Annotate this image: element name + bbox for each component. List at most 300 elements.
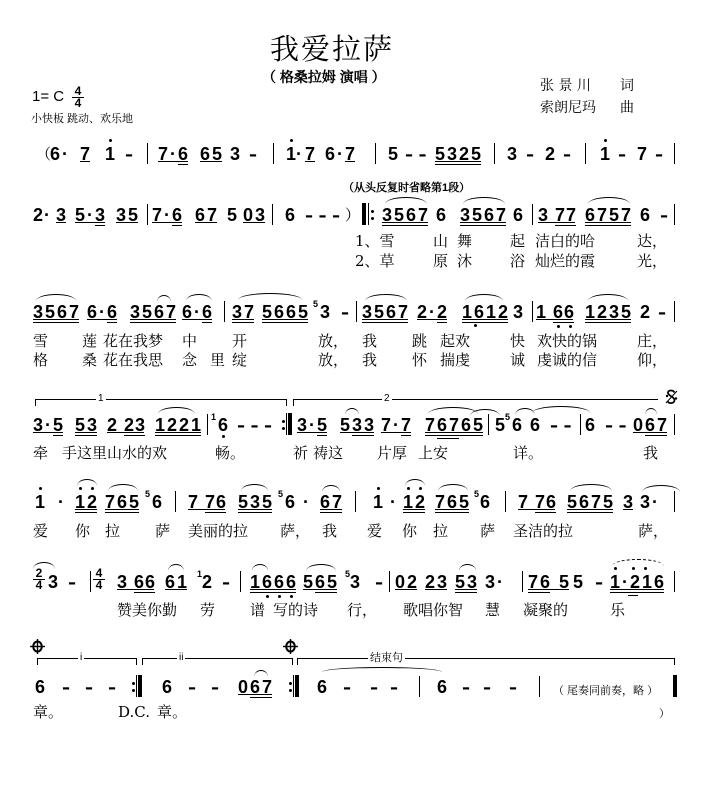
- slur: [168, 564, 184, 571]
- coda-icon: [30, 639, 45, 654]
- slur: [588, 294, 628, 301]
- augmentation-dot: ·: [303, 492, 311, 512]
- note: 3·: [640, 492, 661, 512]
- slur: [365, 294, 407, 301]
- lyric: 莲: [82, 332, 98, 350]
- lyric: 美丽的拉: [188, 522, 249, 540]
- note-group: 3 77: [538, 205, 578, 225]
- barline: [532, 301, 533, 322]
- lyric: 片厚: [377, 444, 408, 462]
- note-group: 53: [75, 415, 100, 435]
- note-group: 3567: [33, 302, 82, 322]
- lyric: 详。: [513, 444, 544, 462]
- dash: -: [343, 677, 357, 697]
- slur: [77, 479, 97, 486]
- note-group: 67: [195, 205, 220, 225]
- thin-barline: [136, 675, 137, 697]
- grace-note: 1: [211, 412, 217, 422]
- key-signature: 1= C: [32, 88, 65, 105]
- outro-note: （ 尾奏同前奏，略 ）: [553, 685, 659, 697]
- close-paren: ）: [659, 707, 670, 720]
- note: 5: [388, 144, 401, 164]
- note-group: 6·6: [182, 302, 215, 322]
- note-group: 7·7: [381, 415, 414, 435]
- lyric: 2、草: [355, 252, 395, 270]
- note-group: 67: [320, 492, 345, 512]
- note-group: 5325: [435, 144, 484, 164]
- tempo-marking: 小快板 跳动、欢乐地: [31, 113, 134, 125]
- dash: -: [211, 677, 225, 697]
- octave-dot-high: [632, 567, 635, 570]
- dash: ---: [305, 205, 346, 225]
- note-group: 1666: [250, 572, 299, 592]
- dash: -: [462, 677, 476, 697]
- note-group: 7 76: [518, 492, 558, 512]
- lyric: 仰，: [637, 351, 668, 369]
- barline: [419, 676, 420, 697]
- final-barline: [673, 675, 677, 697]
- augmentation-dot: ·: [390, 492, 398, 512]
- repeat-annotation: （从头反复时省略第1段）: [343, 182, 471, 194]
- repeat-dot: [371, 217, 374, 220]
- lyric: 灿烂的霞: [535, 252, 596, 270]
- volta-label: ii: [179, 652, 184, 663]
- duration-line: [437, 322, 447, 323]
- note-group: 5675: [567, 492, 616, 512]
- slur: [157, 295, 171, 302]
- note-group: 533: [340, 415, 377, 435]
- note-group: 7·6: [152, 205, 185, 225]
- note: 6: [437, 677, 450, 697]
- octave-dot-high: [644, 567, 647, 570]
- lyric: 萨: [155, 522, 171, 540]
- barline: [375, 143, 376, 164]
- octave-dot-low: [474, 324, 477, 327]
- note: 6: [152, 492, 165, 512]
- note-group: 53: [455, 572, 480, 592]
- note: 3: [350, 572, 363, 592]
- grace-note: 5: [313, 299, 319, 309]
- lyric: 赞美你勤: [117, 601, 178, 619]
- note-group: 1 66: [536, 302, 576, 322]
- note: 6: [35, 677, 48, 697]
- tie: [33, 562, 55, 569]
- octave-dot-high: [407, 487, 410, 490]
- barline: [674, 301, 675, 322]
- lyric: 凝聚的: [523, 601, 569, 619]
- lyric: 萨，: [638, 522, 669, 540]
- note-group: 7 76: [188, 492, 228, 512]
- note: 3: [320, 302, 333, 322]
- note: 6: [512, 415, 525, 435]
- lyric: 谱: [250, 601, 266, 619]
- note-group: 02: [395, 572, 420, 592]
- lyric: 里: [210, 351, 226, 369]
- duration-line: [53, 435, 63, 436]
- lyric: 庄，: [637, 332, 668, 350]
- duration-line: [202, 322, 212, 323]
- barline: [505, 491, 506, 512]
- duration-line: [124, 435, 145, 436]
- lyric: 怀: [412, 351, 428, 369]
- note: 3: [513, 302, 526, 322]
- lyric: 爱: [33, 522, 49, 540]
- thick-barline: [295, 675, 299, 697]
- lyric: 拉: [105, 522, 121, 540]
- note: 6: [436, 205, 449, 225]
- lyric: 欢快的锅: [537, 332, 598, 350]
- note: 5: [495, 415, 508, 435]
- note-group: 6757: [585, 205, 634, 225]
- note: 3: [48, 572, 61, 592]
- note-group: 067: [633, 415, 670, 435]
- note-group: 5·3: [75, 205, 108, 225]
- duration-line: [107, 322, 117, 323]
- octave-dot-low: [557, 325, 560, 328]
- note: 2: [640, 302, 653, 322]
- note-group: 65: [200, 144, 225, 164]
- lyric: 原: [433, 252, 449, 270]
- note: 2: [202, 572, 215, 592]
- lyric: 雪: [33, 332, 49, 350]
- time-signature-denominator: 4: [74, 96, 82, 110]
- duration-line: [437, 438, 459, 439]
- song-title: 我爱拉萨: [270, 34, 395, 66]
- note: 6: [640, 205, 653, 225]
- lyric: 祷这: [313, 444, 344, 462]
- dash: -: [341, 302, 355, 322]
- note-group: 765: [105, 492, 142, 512]
- thick-barline: [362, 203, 366, 225]
- lyric: 诚: [510, 351, 526, 369]
- dash: -: [563, 144, 577, 164]
- time-signature-denominator: 4: [35, 578, 43, 592]
- dash: -: [188, 677, 202, 697]
- note-group: 2·2: [417, 302, 450, 322]
- lyric: 浴: [510, 252, 526, 270]
- lyric: 拉: [433, 522, 449, 540]
- repeat-dot: [282, 427, 285, 430]
- lyric: 揣虔: [440, 351, 471, 369]
- octave-dot-low: [278, 595, 281, 598]
- barline: [356, 301, 357, 322]
- ending-phrase-bracket: [297, 652, 675, 665]
- octave-dot-low: [290, 595, 293, 598]
- volta-bracket-i: [37, 652, 137, 665]
- note-high: 1: [35, 492, 48, 512]
- slur: [254, 670, 268, 677]
- barline: [355, 491, 356, 512]
- note: 3·: [485, 572, 506, 592]
- barline: [389, 571, 390, 592]
- duration-line: [553, 322, 574, 323]
- dash: -: [595, 572, 609, 592]
- dash: -: [125, 144, 139, 164]
- note-group: 61: [165, 572, 190, 592]
- lyric: 祈: [293, 444, 309, 462]
- dash: --: [550, 415, 577, 435]
- dash: -: [375, 572, 389, 592]
- slur: [459, 564, 476, 571]
- octave-dot-low: [569, 325, 572, 328]
- note-group: 5665: [262, 302, 311, 322]
- volta-bracket-ii: [142, 652, 293, 665]
- thin-barline: [293, 675, 294, 697]
- barline: [674, 204, 675, 225]
- grace-note: 5: [345, 569, 351, 579]
- octave-dot-low: [222, 435, 225, 438]
- note-high: 1: [286, 144, 299, 164]
- time-signature-numerator: 2: [33, 568, 45, 580]
- slur: [570, 484, 612, 491]
- slur: [306, 564, 336, 571]
- note: 7: [80, 144, 93, 164]
- composer-name: 索朗尼玛: [540, 100, 596, 116]
- lyric: 劳: [200, 601, 216, 619]
- lyric: 虔诚的信: [537, 351, 598, 369]
- slur: [345, 408, 359, 415]
- lyric: 沐: [457, 252, 473, 270]
- dash: -: [108, 677, 122, 697]
- open-paren: （: [36, 146, 54, 163]
- barline: [240, 571, 241, 592]
- duration-line: [352, 435, 374, 436]
- slur: [463, 197, 505, 204]
- lyric: 舞: [457, 232, 473, 250]
- note: 3: [623, 492, 636, 512]
- time-signature-numerator: 4: [93, 568, 105, 580]
- lyric: 乐: [610, 601, 626, 619]
- slur: [385, 197, 427, 204]
- dash: -: [655, 144, 669, 164]
- augmentation-dot: ·: [44, 205, 52, 225]
- lyricist-role: 词: [620, 78, 634, 94]
- dash: -: [618, 144, 632, 164]
- duration-line: [528, 592, 550, 593]
- dash: -: [68, 572, 82, 592]
- barline: [272, 204, 273, 225]
- volta-label: i: [80, 652, 83, 663]
- volta-label: 1: [98, 393, 104, 404]
- lyric: 慧: [485, 601, 501, 619]
- note: 7: [637, 144, 650, 164]
- dash: -: [660, 205, 674, 225]
- note-high: 1: [105, 144, 118, 164]
- duration-line: [95, 225, 105, 226]
- time-signature: [72, 86, 84, 109]
- dash: -: [249, 144, 263, 164]
- note-group: 3 66: [117, 572, 157, 592]
- augmentation-dot: ·: [296, 144, 304, 164]
- lyric: 行，: [347, 601, 378, 619]
- grace-note: 5: [505, 412, 511, 422]
- slur: [238, 293, 302, 300]
- lyric: 花在我梦: [103, 332, 164, 350]
- duration-line: [178, 164, 188, 165]
- note-group: 565: [303, 572, 340, 592]
- barline: [147, 204, 148, 225]
- time-signature-change: [33, 568, 45, 591]
- dash: -: [658, 302, 672, 322]
- volta-label: 结束句: [370, 652, 403, 664]
- dash: -: [370, 677, 384, 697]
- lyric: 章。: [33, 703, 64, 721]
- repeat-dot: [289, 682, 292, 685]
- coda-icon: [283, 639, 298, 654]
- note-group: 535: [238, 492, 275, 512]
- note-group: 12: [75, 492, 100, 512]
- lyric: 萨，: [280, 522, 311, 540]
- barline: [207, 414, 208, 435]
- barline: [224, 301, 225, 322]
- duration-line: [401, 435, 411, 436]
- note-group: 03: [243, 205, 268, 225]
- repeat-dot: [282, 420, 285, 423]
- note: 6: [530, 415, 543, 435]
- lyric: 畅。: [215, 444, 246, 462]
- note-group: 3·5: [297, 415, 330, 435]
- duration-line: [645, 435, 667, 436]
- segno-icon: [665, 389, 678, 405]
- tie: [322, 667, 442, 672]
- duration-line: [555, 225, 576, 226]
- note: 6: [285, 492, 298, 512]
- note-group: 3567: [460, 205, 509, 225]
- note-group: 76 5: [528, 572, 572, 592]
- dash: -: [390, 677, 404, 697]
- volta-bracket-1: [35, 393, 287, 406]
- barline: [674, 491, 675, 512]
- note-group: 76765: [425, 415, 486, 435]
- slur: [645, 408, 657, 415]
- slur: [158, 407, 195, 414]
- slur: [438, 484, 468, 491]
- grace-note: 5: [145, 489, 151, 499]
- note-group: 765: [435, 492, 472, 512]
- repeat-dot: [371, 210, 374, 213]
- slur: [405, 479, 425, 486]
- note: 6: [317, 677, 330, 697]
- note-high: 1: [373, 492, 386, 512]
- slur: [36, 294, 76, 301]
- composer-role: 曲: [620, 100, 634, 116]
- barline: [674, 571, 675, 592]
- lyric: 花在我思: [103, 351, 164, 369]
- lyricist-name: 张 景 川: [540, 78, 591, 94]
- slur: [612, 559, 664, 566]
- slur: [588, 197, 630, 204]
- lyric: 放，: [318, 351, 349, 369]
- note: 6: [480, 492, 493, 512]
- note: 5: [227, 205, 240, 225]
- duration-line: [628, 595, 638, 596]
- lyric: 桑: [82, 351, 98, 369]
- lyric: 我: [362, 351, 378, 369]
- thick-barline: [138, 675, 142, 697]
- note: 2: [33, 205, 46, 225]
- lyric: 达，: [637, 232, 668, 250]
- note-group: 1·216: [610, 572, 667, 592]
- note-group: 35: [116, 205, 141, 225]
- note-group: 067: [238, 677, 275, 697]
- note: 5: [573, 572, 586, 592]
- lyric: 绽: [232, 351, 248, 369]
- dash: -: [62, 677, 76, 697]
- lyric: 山: [433, 232, 449, 250]
- slur: [108, 484, 138, 491]
- dash: -: [85, 677, 99, 697]
- note: 6: [585, 415, 598, 435]
- lyric: 起: [510, 232, 526, 250]
- lyric: 起欢: [440, 332, 471, 350]
- augmentation-dot: ·: [62, 144, 70, 164]
- lyric: 萨: [480, 522, 496, 540]
- note-group: 6·6: [87, 302, 120, 322]
- close-paren: ）: [345, 207, 363, 224]
- performer-credit: （ 格桑拉姆 演唱 ）: [262, 69, 386, 85]
- dash: --: [605, 415, 632, 435]
- dash: -: [483, 677, 497, 697]
- augmentation-dot: ·: [58, 492, 66, 512]
- lyric: 我: [362, 332, 378, 350]
- barline: [488, 414, 489, 435]
- barline: [273, 143, 274, 164]
- duration-line: [134, 592, 155, 593]
- time-signature-numerator: 4: [72, 86, 84, 98]
- lyric: 我: [322, 522, 338, 540]
- lyric: 章。: [157, 703, 188, 721]
- duration-line: [250, 697, 272, 698]
- barline: [539, 676, 540, 697]
- octave-dot-low: [266, 595, 269, 598]
- dash: --: [405, 144, 432, 164]
- note-group: 37: [232, 302, 257, 322]
- lyric: 牵: [33, 444, 49, 462]
- grace-note: 5: [474, 489, 480, 499]
- dash: -: [526, 144, 540, 164]
- slur: [465, 294, 503, 301]
- lyric: 我: [643, 444, 659, 462]
- octave-dot-high: [614, 567, 617, 570]
- note: 6·: [325, 144, 346, 164]
- da-capo-marking: D.C.: [118, 703, 150, 721]
- lyric: 念: [182, 351, 198, 369]
- slur: [322, 485, 340, 492]
- note: 7: [305, 144, 318, 164]
- duration-line: [535, 512, 556, 513]
- note-group: 3567: [382, 205, 431, 225]
- lyric: 跳: [412, 332, 428, 350]
- note-group: 3567: [362, 302, 411, 322]
- note-group: 12: [403, 492, 428, 512]
- note: 6: [162, 677, 175, 697]
- lyric: 你: [75, 522, 91, 540]
- barline: [494, 143, 495, 164]
- duration-line: [315, 592, 337, 593]
- note-group: 1221: [155, 415, 204, 435]
- volta-label: 2: [384, 393, 390, 404]
- dash: -: [222, 572, 236, 592]
- lyric: 爱: [367, 522, 383, 540]
- repeat-dot: [289, 689, 292, 692]
- note: 2: [545, 144, 558, 164]
- lyric: 开: [232, 332, 248, 350]
- octave-dot-high: [419, 487, 422, 490]
- duration-line: [317, 435, 327, 436]
- duration-line: [172, 225, 182, 226]
- slur: [186, 294, 212, 301]
- lyric: 上安: [418, 444, 449, 462]
